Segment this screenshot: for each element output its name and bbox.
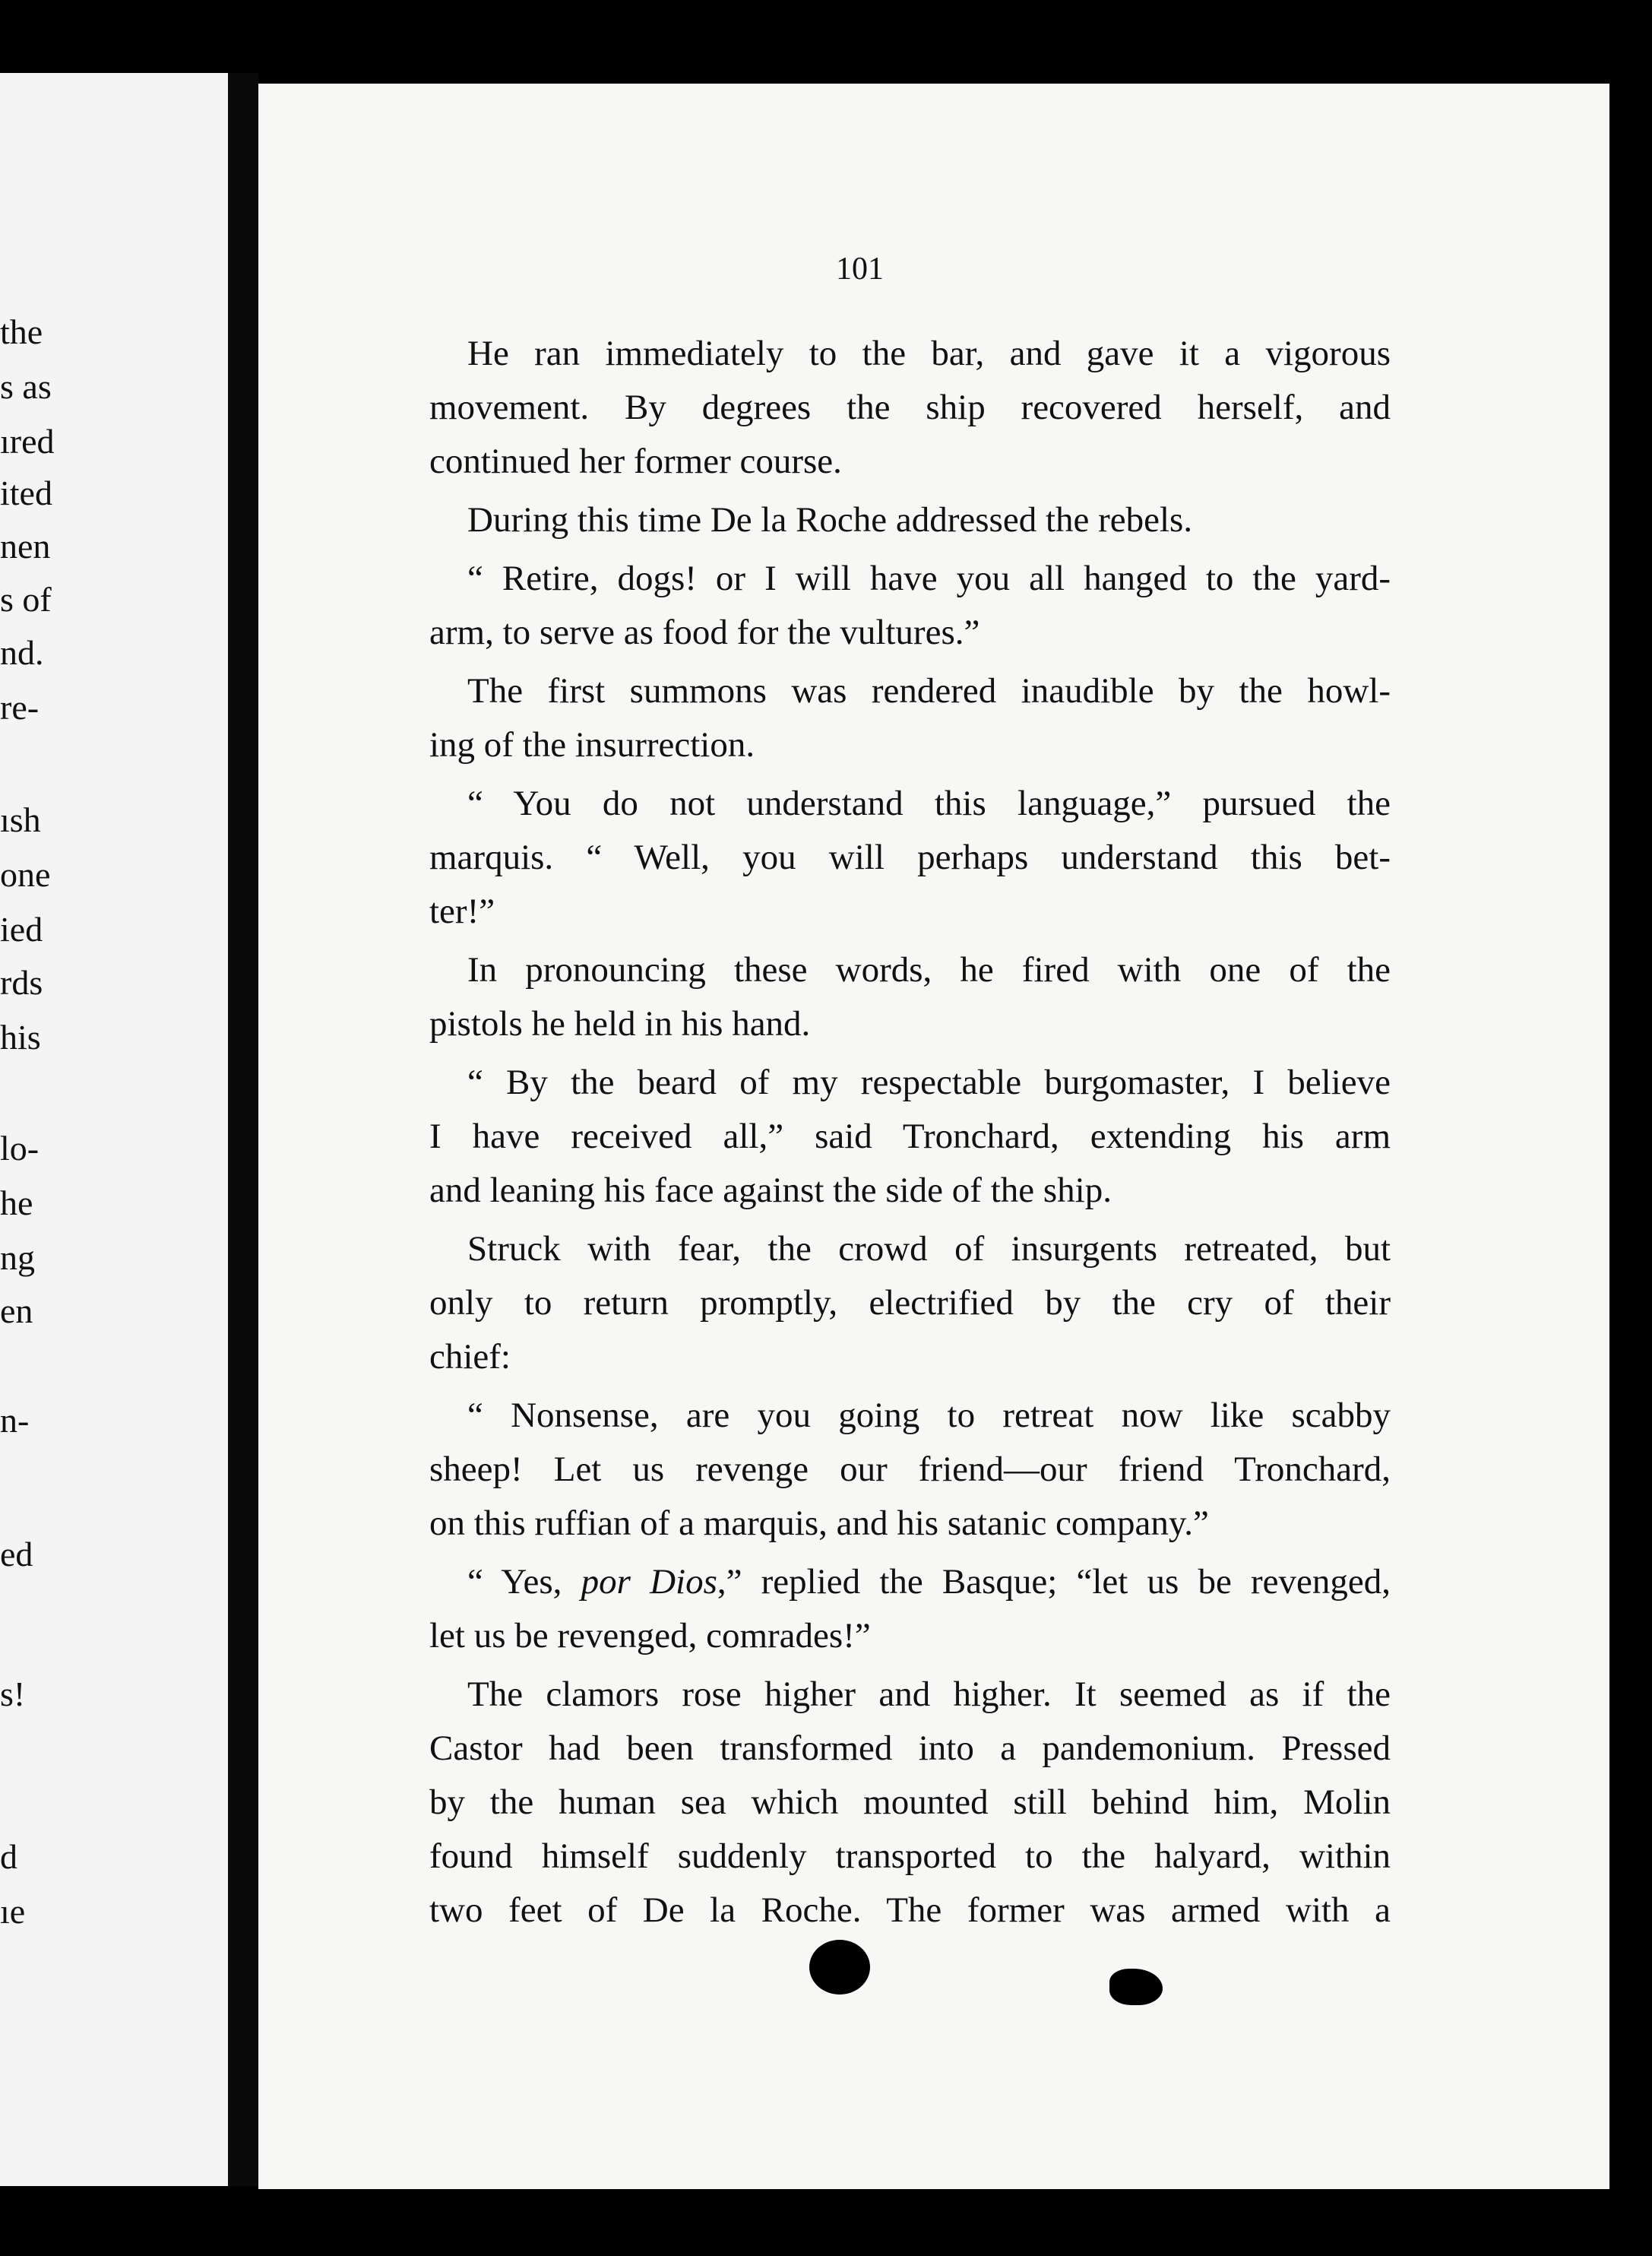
text-line: “ By the beard of my respectable burgomaster, I believe	[467, 1063, 1391, 1102]
ink-blot	[1109, 1969, 1163, 2005]
italic-phrase: por Dios	[581, 1562, 717, 1602]
page-number: 101	[836, 252, 884, 287]
text-line-basque	[429, 1555, 1391, 1609]
facing-page-fragment: ited	[0, 474, 52, 512]
quote-open: “ Yes,	[467, 1562, 581, 1602]
text-line: by the human sea which mounted still behind him, Molin	[429, 1782, 1391, 1822]
quote-rest: ,” replied the Basque; “let us be revenged,	[717, 1562, 1391, 1602]
page-text	[429, 327, 1391, 1938]
text-line: movement. By degrees the ship recovered herself, and	[429, 388, 1391, 427]
facing-page-fragment: re-	[0, 688, 40, 727]
text-line: continued her former course.	[429, 442, 842, 481]
facing-page-edge	[0, 73, 228, 2186]
text-line: The clamors rose higher and higher. It seemed as if the	[467, 1675, 1391, 1714]
text-line: and leaning his face against the side of the ship.	[429, 1171, 1112, 1210]
facing-page-fragment: he	[0, 1183, 33, 1222]
scan-bottom-border	[0, 2189, 1652, 2256]
text-line: only to return promptly, electrified by the cry of their	[429, 1283, 1391, 1323]
facing-page-fragment: ısh	[0, 800, 41, 839]
ink-blot	[809, 1940, 870, 1995]
facing-page-fragment: nen	[0, 527, 51, 566]
text-line: chief:	[429, 1337, 511, 1377]
text-line: on this ruffian of a marquis, and his satanic company.”	[429, 1503, 1209, 1543]
facing-page-fragment: his	[0, 1018, 41, 1057]
text-line: ing of the insurrection.	[429, 725, 755, 765]
facing-page-fragment: s!	[0, 1675, 26, 1713]
facing-page-fragment: lo-	[0, 1129, 40, 1168]
text-line: ter!”	[429, 892, 495, 931]
text-line: The first summons was rendered inaudible by the howl-	[467, 671, 1391, 711]
text-line: He ran immediately to the bar, and gave it a vigorous	[467, 334, 1391, 373]
facing-page-fragment: ıe	[0, 1892, 26, 1931]
scan-right-border	[1609, 73, 1652, 2256]
text-line: pistols he held in his hand.	[429, 1004, 811, 1044]
facing-page-fragment: s as	[0, 367, 52, 406]
facing-page-fragment: rds	[0, 963, 43, 1002]
text-line: “ Nonsense, are you going to retreat now like scabby	[467, 1396, 1391, 1435]
text-line: In pronouncing these words, he fired with one of the	[467, 950, 1391, 990]
facing-page-fragment: d	[0, 1837, 17, 1876]
text-line: marquis. “ Well, you will perhaps understand this bet-	[429, 838, 1391, 877]
facing-page-fragment: ed	[0, 1535, 33, 1573]
text-line: arm, to serve as food for the vultures.”	[429, 613, 980, 652]
facing-page-fragment: s of	[0, 580, 52, 619]
text-line: two feet of De la Roche. The former was armed with a	[429, 1890, 1391, 1930]
text-line: Struck with fear, the crowd of insurgents retreated, but	[467, 1229, 1391, 1269]
text-line: “ You do not understand this language,” pursued the	[467, 784, 1391, 823]
text-line: let us be revenged, comrades!”	[429, 1616, 871, 1656]
facing-page-fragment: nd.	[0, 633, 44, 672]
text-line: During this time De la Roche addressed the rebels.	[467, 500, 1193, 540]
text-line: found himself suddenly transported to the halyard, within	[429, 1836, 1391, 1876]
text-line: “ Retire, dogs! or I will have you all hanged to the yard-	[467, 559, 1391, 598]
facing-page-fragment: ied	[0, 910, 43, 949]
book-gutter	[228, 73, 258, 2186]
facing-page-fragment: one	[0, 855, 51, 894]
text-line: I have received all,” said Tronchard, extending his arm	[429, 1117, 1391, 1156]
facing-page-fragment: n-	[0, 1401, 30, 1440]
facing-page-fragment: ıred	[0, 422, 55, 461]
facing-page-fragment: en	[0, 1291, 33, 1330]
facing-page-fragment: the	[0, 312, 43, 351]
text-line: sheep! Let us revenge our friend—our friend Tronchard,	[429, 1450, 1391, 1489]
text-line: Castor had been transformed into a pandemonium. Pressed	[429, 1728, 1391, 1768]
facing-page-fragment: ng	[0, 1238, 35, 1277]
